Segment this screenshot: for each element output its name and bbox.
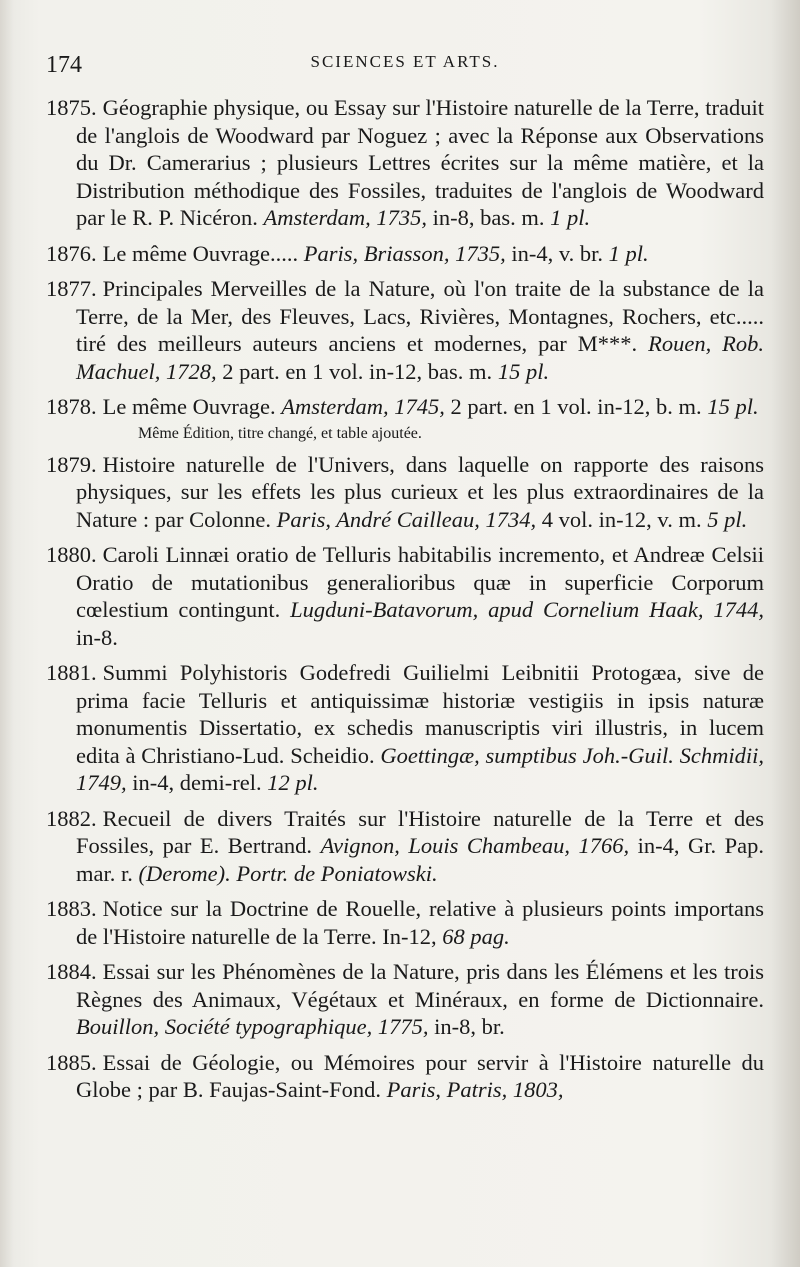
catalogue-entry	[46, 451, 764, 534]
catalogue-entry	[46, 805, 764, 888]
entry-plates: 15 pl.	[497, 358, 550, 384]
entry-format: in-4, Gr. Pap. mar. r.	[76, 833, 765, 886]
entry-plates: 1 pl.	[550, 205, 591, 230]
catalogue-entry	[46, 895, 764, 950]
entry-format: 4 vol. in-12, v. m.	[541, 506, 702, 532]
entry-format: in-8, br.	[434, 1014, 505, 1039]
catalogue-entry	[46, 240, 764, 268]
entry-text: Géographie physique, ou Essay sur l'Histoire naturelle de la Terre, traduit de l'anglois de Woodward par Noguez ; avec la Réponse aux Observations du Dr. Camerarius ; plusieurs Lettres écrites sur la même matière, et la Distribution méthodique des Fossiles, traduites de l'anglois de Woodward par le R. P. Nicéron.	[76, 95, 764, 230]
entry-number: 1885.	[46, 1049, 97, 1075]
entry-number: 1875.	[46, 95, 97, 120]
entry-imprint: Avignon, Louis Chambeau, 1766,	[320, 833, 630, 858]
entry-imprint: Bouillon, Société typographique, 1775,	[76, 1014, 429, 1039]
entry-number: 1876.	[46, 240, 97, 266]
entry-text: Principales Merveilles de la Nature, où l'on traite de la substance de la Terre, de la Mer, des Fleuves, Lacs, Rivières, Montagnes, Rochers, etc..... tiré des meilleurs auteurs anciens et modernes, par M***.	[76, 276, 764, 356]
entry-number: 1877.	[46, 276, 97, 301]
catalogue-entry	[46, 1049, 764, 1104]
entry-plates: 12 pl.	[267, 770, 319, 795]
entry-imprint: Paris, Patris, 1803,	[386, 1077, 564, 1102]
entry-number: 1881.	[46, 660, 97, 685]
entry-plates: 15 pl.	[707, 394, 759, 419]
entry-imprint: Lugduni-Batavorum, apud Cornelium Haak, 1744,	[290, 597, 765, 622]
entry-text: Notice sur la Doctrine de Rouelle, relative à plusieurs points importans de l'Histoire naturelle de la Terre. In-12,	[76, 896, 764, 949]
entry-imprint: 68 pag.	[442, 923, 510, 949]
catalogue-entry	[46, 541, 764, 651]
entry-text: Recueil de divers Traités sur l'Histoire naturelle de la Terre et des Fossiles, par E. Bertrand.	[76, 805, 764, 858]
entry-number: 1880.	[46, 542, 97, 567]
entry-text: Le même Ouvrage.	[102, 394, 276, 419]
entry-imprint: Amsterdam, 1735,	[263, 205, 428, 230]
entry-text: Caroli Linnæi oratio de Telluris habitabilis incremento, et Andreæ Celsii Oratio de mutationibus generalioribus quæ in superficie Corporum cœlestium contingunt.	[76, 542, 764, 622]
entry-note: Même Édition, titre changé, et table ajoutée.	[138, 424, 422, 442]
entry-imprint: Paris, André Cailleau, 1734,	[276, 506, 537, 532]
catalogue-entry	[46, 958, 764, 1041]
entry-plates: 1 pl.	[608, 240, 649, 266]
entry-format: 2 part. en 1 vol. in-12, bas. m.	[222, 358, 493, 384]
page-header	[46, 52, 764, 90]
running-title: SCIENCES ET ARTS.	[310, 52, 500, 71]
entry-format: in-4, v. br.	[511, 240, 603, 266]
catalogue-entries	[46, 94, 764, 1104]
entry-format: 2 part. en 1 vol. in-12, b. m.	[450, 394, 702, 419]
page-number: 174	[46, 52, 82, 78]
entry-imprint: Rouen, Rob. Machuel, 1728,	[76, 331, 765, 384]
catalogue-entry	[46, 275, 764, 385]
entry-number: 1878.	[46, 394, 97, 419]
catalogue-entry	[46, 94, 764, 232]
entry-binder: (Derome). Portr. de Poniatowski.	[138, 860, 438, 886]
entry-imprint: Paris, Briasson, 1735,	[303, 240, 506, 266]
entry-plates: 5 pl.	[707, 506, 748, 532]
entry-text: Essai de Géologie, ou Mémoires pour servir à l'Histoire naturelle du Globe ; par B. Faujas-Saint-Fond.	[76, 1049, 764, 1102]
entry-imprint: Goettingæ, sumptibus Joh.-Guil. Schmidii, 1749,	[76, 742, 764, 795]
entry-format: in-8.	[76, 624, 118, 650]
entry-imprint: Amsterdam, 1745,	[281, 394, 445, 419]
entry-number: 1879.	[46, 451, 97, 477]
entry-number: 1883.	[46, 896, 97, 921]
catalogue-entry	[46, 659, 764, 797]
catalogue-entry	[46, 393, 764, 421]
entry-text: Histoire naturelle de l'Univers, dans laquelle on rapporte des raisons physiques, sur les effets les plus curieux et les plus extraordinaires de la Nature : par Colonne.	[76, 451, 764, 532]
entry-number: 1882.	[46, 805, 97, 831]
entry-text: Summi Polyhistoris Godefredi Guilielmi Leibnitii Protogæa, sive de prima facie Telluris et antiquissimæ historiæ vestigiis in ipsis naturæ monumentis Dissertatio, ex schedis manuscriptis viri illustris, in lucem edita à Christiano-Lud. Scheidio.	[76, 660, 764, 768]
entry-number: 1884.	[46, 959, 97, 984]
entry-text: Essai sur les Phénomènes de la Nature, pris dans les Élémens et les trois Règnes des Animaux, Végétaux et Minéraux, en forme de Dictionnaire.	[76, 959, 764, 1012]
entry-format: in-4, demi-rel.	[132, 770, 262, 795]
entry-format: in-8, bas. m.	[432, 205, 545, 230]
entry-text: Le même Ouvrage.....	[102, 240, 299, 266]
